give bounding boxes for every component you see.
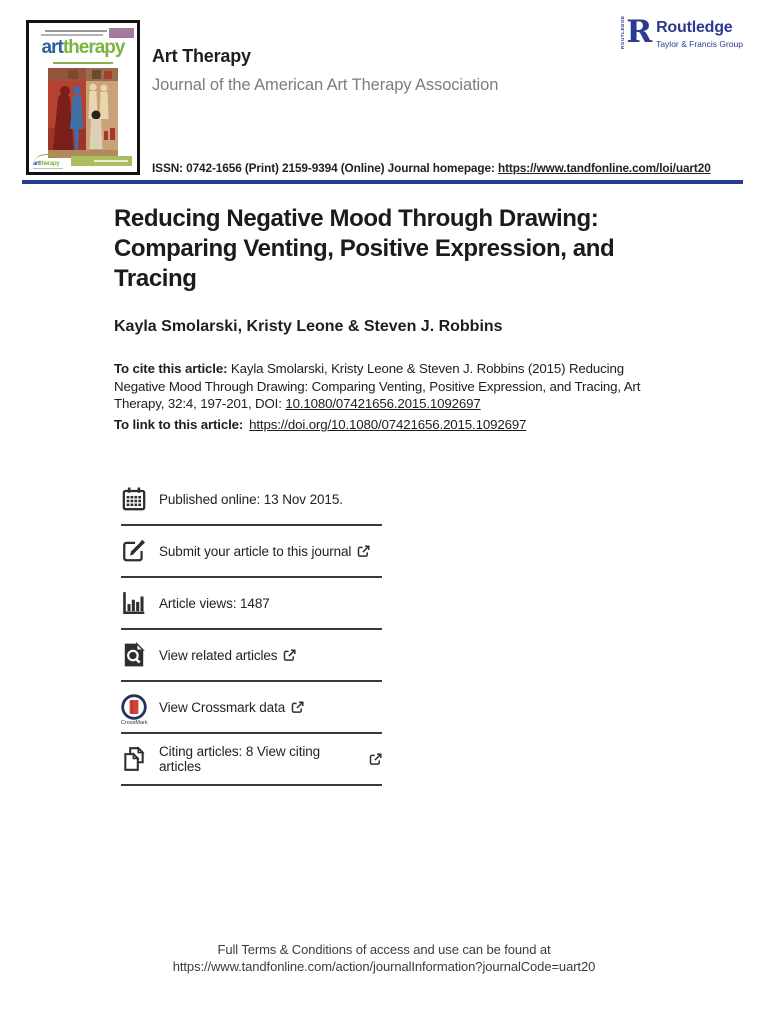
action-list [121, 474, 382, 786]
journal-subtitle: Journal of the American Art Therapy Association [152, 76, 499, 94]
cover-subtitle-line [53, 62, 113, 64]
external-link-icon[interactable] [291, 701, 304, 714]
cover-painting-image [48, 68, 118, 158]
bar-chart-icon [121, 590, 153, 616]
action-label [159, 492, 343, 507]
issn-text: ISSN: 0742-1656 (Print) 2159-9394 (Online) Journal homepage: [152, 161, 498, 175]
action-label-text[interactable]: Citing articles: 8 View citing articles [159, 744, 321, 774]
external-link-icon[interactable] [369, 753, 382, 766]
routledge-vertical-text: ROUTLEDGE [620, 15, 626, 49]
action-label [159, 544, 370, 559]
logo-art-text: art [41, 37, 63, 58]
action-row-crossmark[interactable] [121, 682, 382, 734]
routledge-name: Routledge [656, 19, 733, 36]
cover-green-bar [71, 156, 132, 166]
action-label [159, 700, 304, 715]
action-label [159, 596, 270, 611]
journal-homepage-link[interactable]: https://www.tandfonline.com/loi/uart20 [497, 161, 711, 175]
related-articles-icon [121, 642, 153, 668]
action-row-related-articles[interactable] [121, 630, 382, 682]
article-title [114, 204, 674, 294]
submit-article-icon [121, 538, 153, 564]
routledge-logo [620, 14, 743, 50]
article-title-line: Tracing [114, 265, 197, 292]
journal-title: Art Therapy [152, 46, 251, 66]
issn-homepage-line [152, 161, 711, 175]
routledge-r-glyph: R [626, 14, 653, 50]
link-label: To link to this article: [114, 417, 244, 432]
action-row-bar-chart [121, 578, 382, 630]
cite-text: Kayla Smolarski, Kristy Leone & Steven J. Robbins (2015) Reducing Negative Mood Through Drawing: Comparing Venting, Positive Expression, and Tracing, Art Therapy, 32:4, 197-201, DOI: [114, 361, 641, 411]
calendar-icon [121, 486, 153, 512]
terms-footer [0, 941, 768, 975]
external-link-icon[interactable] [357, 545, 370, 558]
action-label [159, 744, 382, 774]
action-row-citing-articles[interactable] [121, 734, 382, 786]
citation-block [114, 360, 667, 413]
citing-articles-icon [121, 746, 153, 772]
action-label [159, 648, 296, 663]
article-doi-link[interactable]: https://doi.org/10.1080/07421656.2015.1092697 [249, 417, 527, 432]
external-link-icon[interactable] [283, 649, 296, 662]
taylor-francis-group-text: Taylor & Francis Group [656, 39, 743, 49]
arttherapy-logo [29, 38, 137, 57]
action-label-text[interactable]: View related articles [159, 647, 278, 663]
action-label-text: Article views: 1487 [159, 595, 270, 611]
article-link-line [114, 417, 526, 432]
header-divider-rule [22, 180, 743, 184]
action-label-text: Published online: 13 Nov 2015. [159, 491, 343, 507]
terms-line: Full Terms & Conditions of access and use can be found at [217, 942, 551, 957]
crossmark-caption: CrossMark [121, 720, 148, 726]
action-label-text[interactable]: View Crossmark data [159, 699, 286, 715]
cover-minilogo-swoosh [35, 154, 59, 161]
crossmark-icon [121, 694, 153, 726]
article-authors: Kayla Smolarski, Kristy Leone & Steven J. Robbins [114, 318, 503, 335]
cover-top-text-line [45, 30, 107, 32]
cite-label: To cite this article: [114, 361, 228, 376]
article-title-line: Comparing Venting, Positive Expression, and [114, 235, 615, 262]
action-row-submit-article[interactable] [121, 526, 382, 578]
article-title-line: Reducing Negative Mood Through Drawing: [114, 205, 599, 232]
action-row-calendar [121, 474, 382, 526]
terms-url[interactable]: https://www.tandfonline.com/action/journalInformation?journalCode=uart20 [172, 959, 596, 974]
cover-minilogo-caption-line [33, 168, 63, 170]
logo-therapy-text: therapy [62, 37, 125, 58]
cite-doi-link[interactable]: 10.1080/07421656.2015.1092697 [285, 396, 481, 411]
action-label-text[interactable]: Submit your article to this journal [159, 543, 352, 559]
cover-top-text-line [41, 34, 103, 36]
journal-cover-thumbnail [26, 20, 140, 175]
cover-minilogo: arttherapy [33, 161, 60, 167]
